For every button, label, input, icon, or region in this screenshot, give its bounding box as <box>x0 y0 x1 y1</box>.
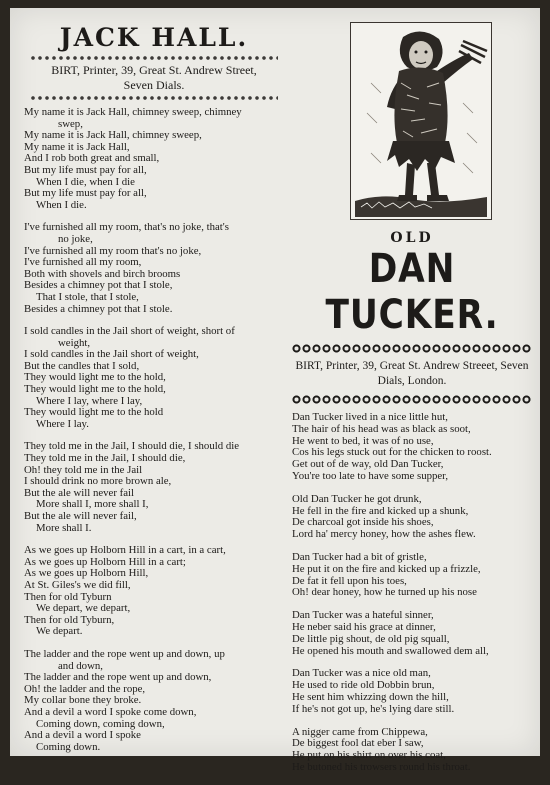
verse-line: As we goes up Holborn Hill in a cart; <box>24 555 186 568</box>
verse-line: and down, <box>58 659 103 672</box>
jack-hall-stanza <box>24 222 284 315</box>
verse-line: Lord ha' mercy honey, how the ashes flew. <box>292 528 476 541</box>
verse-line: But my life must pay for all, <box>24 187 147 200</box>
verse-line: My name it is Jack Hall, chimney sweep, <box>24 129 202 142</box>
verse-line: When I die. <box>36 198 87 211</box>
verse-line: Besides a chimney pot that I stole. <box>24 302 173 315</box>
verse-line: We depart, we depart, <box>36 602 131 615</box>
verse-line: Coming down, coming down, <box>36 717 165 730</box>
verse-line: More shall I. <box>36 521 92 534</box>
verse-line: Coming down. <box>36 740 101 753</box>
jack-hall-stanza <box>24 649 284 753</box>
jack-hall-title: JACK HALL. <box>59 23 249 52</box>
verse-line: Dan Tucker had a bit of gristle, <box>292 550 427 563</box>
verse-line: We depart. <box>36 625 83 638</box>
verse-line: I sold candles in the Jail short of weight, short of <box>24 325 235 338</box>
verse-line: He went to bed, it was of no use, <box>292 434 434 447</box>
verse-line: My name it is Jack Hall, <box>24 140 130 153</box>
verse-line: The ladder and the rope went up and down, up <box>24 647 225 660</box>
dan-tucker-title: DAN TUCKER. <box>325 246 499 338</box>
verse-line: swep, <box>58 117 83 130</box>
jack-hall-stanza <box>24 441 284 534</box>
verse-line: De charcoal got inside his shoes, <box>292 516 434 529</box>
verse-line: Old Dan Tucker he got drunk, <box>292 492 422 505</box>
ornament-rule <box>292 344 532 353</box>
dan-tucker-imprint-line-2: Dials, London. <box>377 375 447 387</box>
verse-line: That I stole, that I stole, <box>36 290 139 303</box>
verse-line: My collar bone they broke. <box>24 694 142 707</box>
jack-hall-stanza <box>24 326 284 430</box>
verse-line: And a devil a word I spoke <box>24 729 141 742</box>
verse-line: Oh! the ladder and the rope, <box>24 682 146 695</box>
dan-tucker-column <box>292 22 532 785</box>
verse-line: My name it is Jack Hall, chimney sweep, chimney <box>24 106 242 118</box>
verse-line: He put on his shirt on over his coat, <box>292 749 446 762</box>
verse-line: He sent him whizzing down the hill, <box>292 690 449 703</box>
verse-line: I've furnished all my room, <box>24 256 142 269</box>
verse-line: He put it on the fire and kicked up a frizzle, <box>292 562 481 575</box>
jack-hall-imprint-line-2: Seven Dials. <box>123 78 185 92</box>
verse-line: They would light me to the hold <box>24 406 164 419</box>
woodcut-figure-image <box>350 22 492 220</box>
verse-line: I should drink no more brown ale, <box>24 475 172 488</box>
verse-line: Dan Tucker lived in a nice little hut, <box>292 411 448 423</box>
verse-line: Dan Tucker was a hateful sinner, <box>292 609 434 622</box>
verse-line: De fat it fell upon his toes, <box>292 574 407 587</box>
verse-line: He neber said his grace at dinner, <box>292 620 436 633</box>
dan-tucker-verses <box>292 412 532 774</box>
dan-tucker-stanza <box>292 552 532 599</box>
dan-tucker-stanza <box>292 668 532 715</box>
verse-line: As we goes up Holborn Hill, <box>24 567 149 580</box>
verse-line: Oh! dear honey, how he turned up his nose <box>292 586 477 599</box>
jack-hall-verses <box>24 107 284 753</box>
broadside-sheet <box>10 8 540 773</box>
dan-tucker-stanza <box>292 494 532 541</box>
dan-tucker-imprint-line-1: BIRT, Printer, 39, Great St. Andrew Streeet, Seven <box>295 360 529 372</box>
verse-line: They told me in the Jail, I should die, <box>24 452 186 465</box>
verse-line: And I rob both great and small, <box>24 152 160 165</box>
woodcut-illustration <box>351 23 491 219</box>
verse-line: Both with shovels and birch brooms <box>24 267 181 280</box>
verse-line: But my life must pay for all, <box>24 163 147 176</box>
verse-line: He used to ride old Dobbin brun, <box>292 679 435 692</box>
verse-line: And a devil a word I spoke come down, <box>24 705 197 718</box>
verse-line: If he's not got up, he's lying dare still. <box>292 702 455 715</box>
jack-hall-imprint-line-1: BIRT, Printer, 39, Great St. Andrew Street, <box>51 63 257 77</box>
verse-line: You're too late to have some supper, <box>292 469 449 482</box>
verse-line: Cos his legs stuck out for the chicken to roost. <box>292 446 492 459</box>
verse-line: Where I lay, where I lay, <box>36 394 143 407</box>
verse-line: He butoned his trowsers round his throat. <box>292 760 471 773</box>
verse-line: But the ale will never fail <box>24 486 135 499</box>
verse-line: He opened his mouth and swallowed dem all, <box>292 644 489 657</box>
verse-line: The hair of his head was as black as soot, <box>292 422 471 435</box>
verse-line: De little pig shout, de old pig squall, <box>292 632 450 645</box>
verse-line: The ladder and the rope went up and down, <box>24 671 212 684</box>
ornament-rule <box>30 55 278 61</box>
verse-line: He fell in the fire and kicked up a shunk, <box>292 504 469 517</box>
dan-tucker-stanza <box>292 610 532 657</box>
jack-hall-stanza <box>24 107 284 211</box>
verse-line: Where I lay. <box>36 417 89 430</box>
verse-line: I've furnished all my room, that's no joke, that's <box>24 221 229 234</box>
verse-line: They told me in the Jail, I should die, I should die <box>24 440 240 453</box>
verse-line: At St. Giles's we did fill, <box>24 578 131 591</box>
dan-tucker-stanza <box>292 412 532 483</box>
verse-line: They would light me to the hold, <box>24 371 166 384</box>
verse-line: Then for old Tyburn <box>24 590 112 603</box>
dan-tucker-stanza <box>292 727 532 774</box>
verse-line: More shall I, more shall I, <box>36 498 149 511</box>
verse-line: Dan Tucker was a nice old man, <box>292 667 431 680</box>
jack-hall-stanza <box>24 545 284 638</box>
verse-line: As we goes up Holborn Hill in a cart, in a cart, <box>24 544 226 557</box>
verse-line: But the candles that I sold, <box>24 359 140 372</box>
verse-line: When I die, when I die <box>36 175 135 188</box>
verse-line: I sold candles in the Jail short of weight, <box>24 348 199 361</box>
verse-line: no joke, <box>58 232 93 245</box>
verse-line: A nigger came from Chippewa, <box>292 725 428 738</box>
jack-hall-column <box>24 22 284 764</box>
verse-line: Besides a chimney pot that I stole, <box>24 279 173 292</box>
dan-tucker-title-old: OLD <box>390 230 434 246</box>
verse-line: weight, <box>58 336 91 349</box>
verse-line: Then for old Tyburn, <box>24 613 115 626</box>
verse-line: De biggest fool dat eber I saw, <box>292 737 424 750</box>
verse-line: They would light me to the hold, <box>24 383 166 396</box>
verse-line: But the ale will never fail, <box>24 510 137 522</box>
verse-line: I've furnished all my room that's no joke, <box>24 244 202 257</box>
ornament-rule <box>292 395 532 404</box>
verse-line: Oh! they told me in the Jail <box>24 463 143 476</box>
verse-line: Get out of de way, old Dan Tucker, <box>292 458 444 471</box>
ornament-rule <box>30 95 278 101</box>
